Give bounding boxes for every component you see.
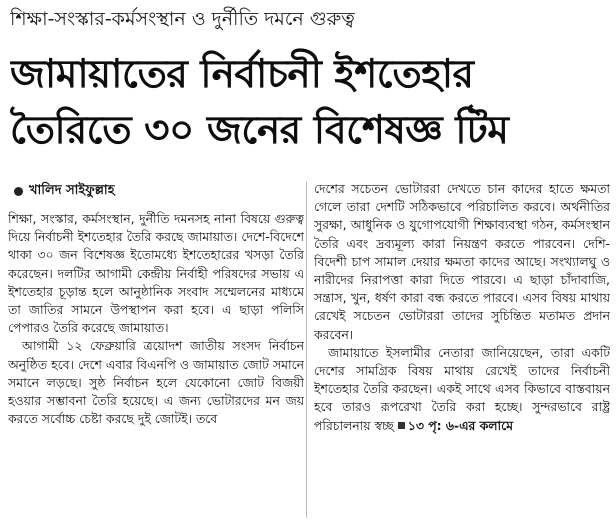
paragraph (314, 344, 610, 435)
square-bullet-icon (398, 422, 405, 429)
headline-line-2: তৈরিতে ৩০ জনের বিশেষজ্ঞ টিম (10, 108, 509, 153)
paragraph: আগামী ১২ ফেব্রুয়ারি ত্রয়োদশ জাতীয় সংসদ নির্বাচন অনুষ্ঠিত হবে। দেশে এবার বিএনপি ও জামায়াত জোট সমানে সমানে লড়ছে। সুষ্ঠ নির্বাচন হলে যেকোনো জোট বিজয়ী হওয়ার সম্ভাবনা তৈরি হয়েছে। এ জন্য ভোটারদের মন জয় করতে সর্বোচ্চ চেষ্টা করছে দুই জোটই। তবে (8, 338, 304, 427)
paragraph: শিক্ষা, সংস্কার, কর্মসংস্থান, দুর্নীতি দমনসহ নানা বিষয়ে গুরুত্ব দিয়ে নির্বাচনী ইশতেহার তৈরি করছে জামায়াত। দেশে-বিদেশে থাকা ৩০ জন বিশেষজ্ঞ ইতোমধ্যে ইশতেহারের খসড়া তৈরি করেছেন। দলটির আগামী কেন্দ্রীয় নির্বাহী পরিষদের সভায় এ ইশতেহার চূড়ান্ত হলে আনুষ্ঠানিক সংবাদ সম্মেলনের মাধ্যমে তা জাতির সামনে উপস্থাপন করা হবে। এ ছাড়া পলিসি পেপারও তৈরি করেছে জামায়াত। (8, 211, 304, 336)
bullet-icon (14, 187, 23, 196)
article-column-left (8, 210, 304, 518)
byline (10, 180, 300, 202)
paragraph-text: জামায়াতে ইসলামীর নেতারা জানিয়েছেন, তারা একটি দেশের সামগ্রিক বিষয় মাথায় রেখেই তাদের নির্বাচনী ইশতেহার তৈরি করছেন। একই সাথে এসব কিভাবে বাস্তবায়ন হবে তারও রূপরেখা তৈরি করা হচ্ছে। সুন্দরভাবে রাষ্ট্র পরিচালনায় স্বচ্ছ (314, 344, 610, 433)
article-column-right (314, 180, 610, 520)
continuation-text: ১৩ পৃ: ৬-এর কলামে (407, 417, 513, 433)
headline-line-1: জামায়াতের নির্বাচনী ইশতেহার (10, 52, 474, 97)
kicker-headline: শিক্ষা-সংস্কার-কর্মসংস্থান ও দুর্নীতি দমনে গুরুত্ব (10, 8, 355, 30)
column-divider (306, 182, 307, 518)
paragraph: দেশের সচেতন ভোটাররা দেখতে চান কাদের হাতে ক্ষমতা গেলে তারা দেশটি সঠিকভাবে পরিচালিত করবে। অর্থনীতির সুরক্ষা, আধুনিক ও যুগোপযোগী শিক্ষাব্যবস্থা গঠন, কর্মসংস্থান তৈরি এবং দ্রব্যমূল্য কারা নিয়ন্ত্রণ করতে পারবেন। দেশি-বিদেশী চাপ সামাল দেয়ার ক্ষমতা কাদের আছে। সংখ্যালঘু ও নারীদের নিরাপত্তা কারা দিতে পারবে। এ ছাড়া চাঁদাবাজি, সন্ত্রাস, খুন, ধর্ষণ কারা বন্ধ করতে পারবে। এসব বিষয় মাথায় রেখেই সচেতন ভোটাররা তাদের সুচিন্তিত মতামত প্রদান করবেন। (314, 181, 610, 342)
byline-author: খালিদ সাইফুল্লাহ (29, 182, 115, 198)
continuation-note (394, 418, 513, 433)
